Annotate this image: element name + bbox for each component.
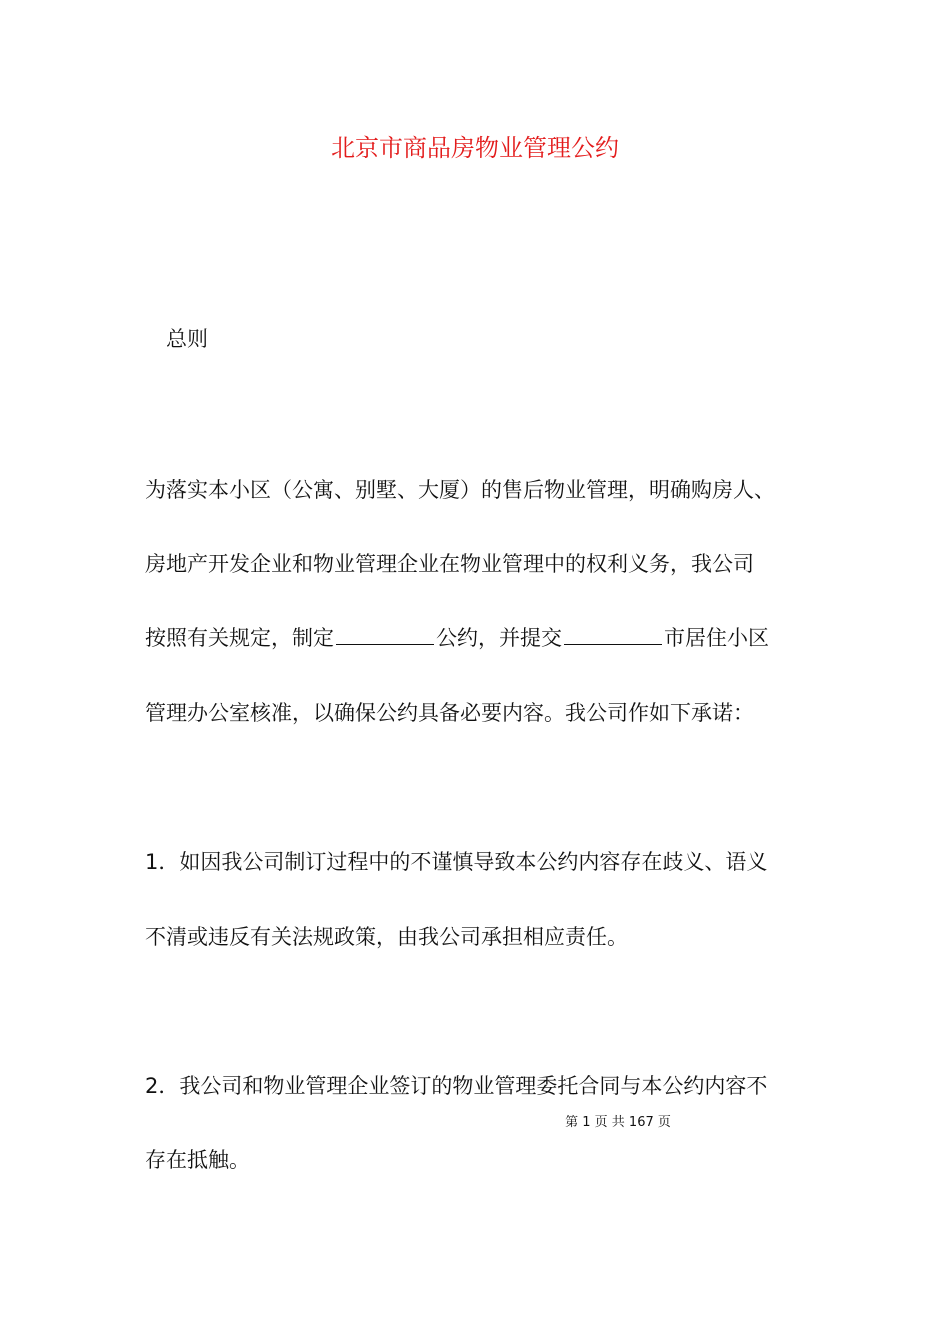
preamble-line-4: 管理办公室核准，以确保公约具备必要内容。我公司作如下承诺： (145, 701, 754, 725)
item-2-line-1: 2．我公司和物业管理企业签订的物业管理委托合同与本公约内容不 (145, 1074, 768, 1098)
fill-in-blank-2 (564, 622, 662, 645)
preamble-line-3-part-2: 公约，并提交 (436, 626, 562, 650)
document-title: 北京市商品房物业管理公约 (331, 134, 619, 162)
preamble-line-3-part-1: 按照有关规定，制定 (145, 626, 334, 650)
item-2-line-2: 存在抵触。 (145, 1148, 250, 1172)
item-1-line-1: 1．如因我公司制订过程中的不谨慎导致本公约内容存在歧义、语义 (145, 850, 768, 874)
preamble-line-1: 为落实本小区（公寓、别墅、大厦）的售后物业管理，明确购房人、 (145, 478, 775, 502)
item-1-line-2: 不清或违反有关法规政策，由我公司承担相应责任。 (145, 925, 628, 949)
preamble-line-3 (145, 621, 769, 655)
page-number: 第 1 页 共 167 页 (565, 1115, 671, 1130)
fill-in-blank-1 (336, 622, 434, 645)
section-heading-general: 总则 (166, 327, 208, 351)
preamble-line-3-part-3: 市居住小区 (664, 626, 769, 650)
preamble-line-2: 房地产开发企业和物业管理企业在物业管理中的权利义务，我公司 (145, 552, 754, 576)
